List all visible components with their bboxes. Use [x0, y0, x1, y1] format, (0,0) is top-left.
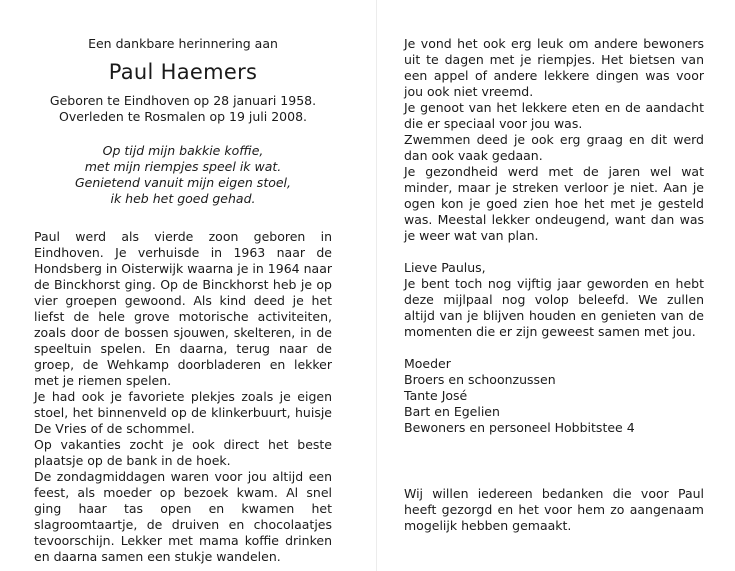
biography-paragraph: Je had ook je favoriete plekjes zoals je eigen stoel, het binnenveld op de klinkerbuurt, huisje De Vries of de schommel.	[34, 389, 332, 436]
memory-paragraph: Je genoot van het lekkere eten en de aandacht die er speciaal voor jou was.	[404, 100, 704, 131]
memory-paragraph: Je vond het ook erg leuk om andere bewoners uit te dagen met je riempjes. Het bietsen van een appel of andere lekkere dingen was voor jou ook niet vreemd.	[404, 36, 704, 99]
poem-line: Op tijd mijn bakkie koffie,	[102, 143, 264, 158]
signer: Bewoners en personeel Hobbitstee 4	[404, 420, 635, 435]
signer: Broers en schoonzussen	[404, 372, 556, 387]
memory-paragraph: Zwemmen deed je ook erg graag en dit werd dan ook vaak gedaan.	[404, 132, 704, 163]
greeting-salutation: Lieve Paulus,	[404, 260, 486, 275]
greeting-text: Je bent toch nog vijftig jaar geworden en hebt deze mijlpaal nog volop beleefd. We zullen altijd van je blijven houden en genieten van de momenten die er zijn geweest samen met jou.	[404, 276, 704, 339]
greeting-block	[404, 260, 704, 340]
poem-line: ik heb het goed gehad.	[110, 191, 256, 206]
thanks-block	[404, 486, 704, 534]
memory-paragraph: Je gezondheid werd met de jaren wel wat minder, maar je streken verloor je niet. Aan je ogen kon je goed zien hoe het met je gesteld was. Meestal lekker ondeugend, want dan was je weer wat van plan.	[404, 164, 704, 243]
birth-line: Geboren te Eindhoven op 28 januari 1958.	[49, 93, 317, 108]
signer: Moeder	[404, 356, 451, 371]
right-column	[404, 36, 704, 436]
poem-line: met mijn riempjes speel ik wat.	[84, 159, 282, 174]
death-line: Overleden te Rosmalen op 19 juli 2008.	[58, 109, 308, 124]
left-column	[34, 36, 332, 565]
deceased-name: Paul Haemers	[108, 60, 258, 84]
thanks-text: Wij willen iedereen bedanken die voor Paul heeft gezorgd en het voor hem zo aangenaam mogelijk hebben gemaakt.	[404, 486, 704, 533]
biography-paragraph: Op vakanties zocht je ook direct het beste plaatsje op de bank in de hoek.	[34, 437, 332, 468]
biography	[34, 229, 332, 565]
biography-paragraph: Paul werd als vierde zoon geboren in Eindhoven. Je verhuisde in 1963 naar de Hondsberg in Oisterwijk waarna je in 1964 naar de Binckhorst ging. Op de Binckhorst heb je op vier groepen gewoond. Als kind deed je het liefst de hele grove motorische activiteiten, zoals door de bossen sjouwen, skelteren, in de speeltuin spelen. En daarna, terug naar de groep, de Wehkamp doorbladeren en lekker met je riemen spelen.	[34, 229, 332, 388]
life-dates	[34, 93, 332, 125]
signers-list	[404, 356, 704, 436]
poem-line: Genietend vanuit mijn eigen stoel,	[74, 175, 292, 190]
signer: Bart en Egelien	[404, 404, 500, 419]
intro-line: Een dankbare herinnering aan	[88, 36, 278, 51]
signer: Tante José	[404, 388, 468, 403]
poem	[34, 143, 332, 207]
biography-paragraph: De zondagmiddagen waren voor jou altijd een feest, als moeder op bezoek kwam. Al snel ging haar tas open en kwamen het slagroomtaartje, de druiven en chocolaatjes tevoorschijn. Lekker met mama koffie drinken en daarna samen een stukje wandelen.	[34, 469, 332, 564]
card-fold-line	[376, 0, 377, 571]
